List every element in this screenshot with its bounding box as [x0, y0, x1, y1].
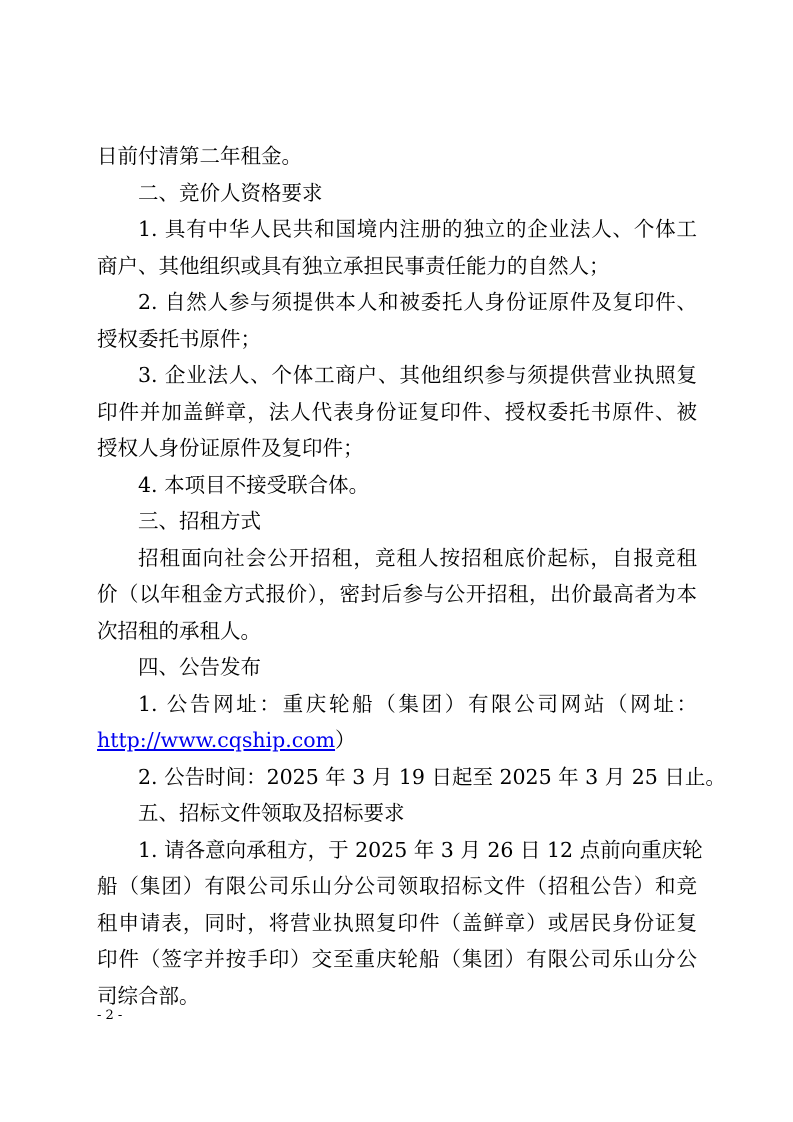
text-line: 1. 具有中华人民共和国境内注册的独立的企业法人、个体工 [138, 217, 697, 241]
url-line [97, 723, 697, 757]
text-line: 日前付清第二年租金。 [97, 144, 302, 168]
text-line: 司综合部。 [97, 984, 200, 1008]
text-line: 2. 自然人参与须提供本人和被委托人身份证原件及复印件、 [138, 290, 697, 314]
text-line: 1. 请各意向承租方，于 2025 年 3 月 26 日 12 点前向重庆轮 [138, 838, 703, 862]
section-heading: 三、招租方式 [138, 509, 261, 533]
text-line: 价（以年租金方式报价），密封后参与公开招租，出价最高者为本 [97, 582, 697, 606]
text-line: 印件（签字并按手印）交至重庆轮船（集团）有限公司乐山分公 [97, 947, 697, 971]
text-line: 招租面向社会公开招租，竞租人按招租底价起标，自报竞租 [138, 546, 697, 570]
text-line: 4. 本项目不接受联合体。 [138, 473, 370, 497]
section-heading: 五、招标文件领取及招标要求 [138, 801, 405, 825]
section-heading: 二、竞价人资格要求 [138, 181, 323, 205]
section-heading: 四、公告发布 [138, 655, 261, 679]
closing-paren: ） [335, 728, 356, 752]
website-link[interactable]: http://www.cqship.com [97, 728, 336, 752]
text-line: 授权人身份证原件及复印件； [97, 436, 364, 460]
text-line: 商户、其他组织或具有独立承担民事责任能力的自然人； [97, 254, 610, 278]
text-line: 船（集团）有限公司乐山分公司领取招标文件（招租公告）和竞 [97, 874, 697, 898]
page-number: - 2 - [97, 1008, 123, 1023]
text-line: 租申请表，同时，将营业执照复印件（盖鲜章）或居民身份证复 [97, 911, 697, 935]
text-line: 1. 公告网址：重庆轮船（集团）有限公司网站（网址： [138, 692, 697, 716]
text-line: 印件并加盖鲜章，法人代表身份证复印件、授权委托书原件、被 [97, 400, 697, 424]
text-line: 2. 公告时间：2025 年 3 月 19 日起至 2025 年 3 月 25 日止。 [138, 765, 726, 789]
text-line: 3. 企业法人、个体工商户、其他组织参与须提供营业执照复 [138, 363, 697, 387]
text-line: 次招租的承租人。 [97, 619, 261, 643]
text-line: 授权委托书原件； [97, 327, 261, 351]
